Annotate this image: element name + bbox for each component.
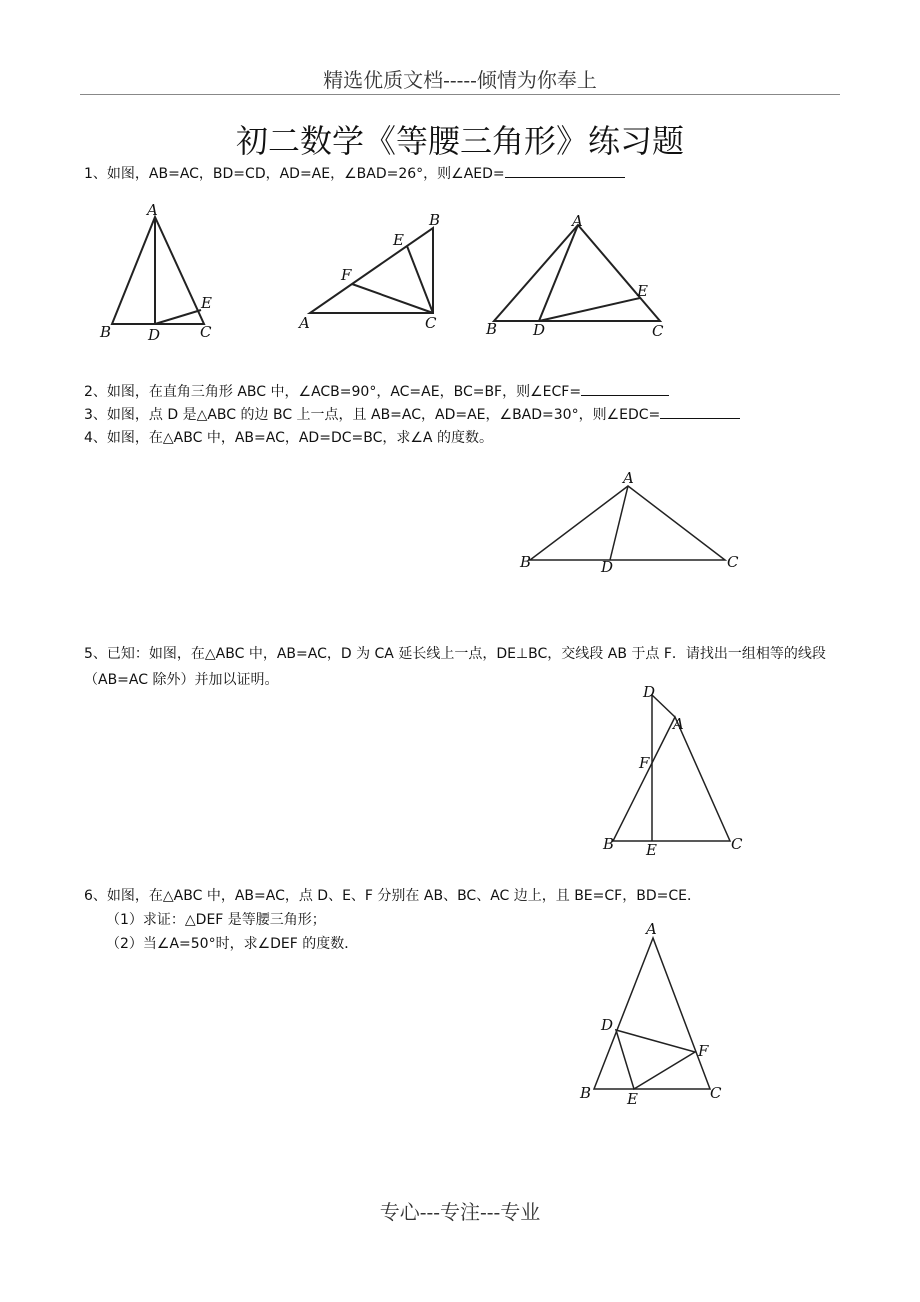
- label-d: D: [148, 326, 161, 344]
- label-d: D: [533, 321, 546, 339]
- figure-1c: [480, 210, 680, 345]
- label-b: B: [100, 323, 112, 341]
- label-b: B: [580, 1084, 592, 1102]
- label-a: A: [646, 920, 657, 938]
- question-5: 5、已知：如图，在△ABC 中，AB=AC，D 为 CA 延长线上一点，DE⊥BC，交线段 AB 于点 F．请找出一组相等的线段（AB=AC 除外）并加以证明。: [84, 646, 826, 688]
- segment-ad: [539, 225, 578, 321]
- label-d: D: [643, 683, 656, 701]
- label-e: E: [627, 1090, 638, 1108]
- question-6-part-2: （2）当∠A=50°时，求∠DEF 的度数．: [106, 936, 359, 952]
- question-3-text: 3、如图，点 D 是△ABC 的边 BC 上一点，且 AB=AC，AD=AE，∠BAD=30°，则∠EDC=: [84, 407, 661, 423]
- figure-1a: [100, 200, 220, 345]
- question-4: 4、如图，在△ABC 中，AB=AC，AD=DC=BC，求∠A 的度数。: [84, 430, 493, 446]
- triangle-abc: [613, 717, 730, 841]
- triangle-abc: [112, 217, 204, 324]
- label-c: C: [710, 1084, 722, 1102]
- label-d: D: [601, 558, 614, 576]
- question-1: [84, 163, 625, 184]
- label-a: A: [623, 469, 634, 487]
- figure-5: [595, 685, 750, 860]
- page-header: 精选优质文档-----倾情为你奉上: [323, 68, 597, 92]
- page-title: 初二数学《等腰三角形》练习题: [235, 122, 684, 160]
- label-b: B: [520, 553, 532, 571]
- label-a: A: [572, 212, 583, 230]
- label-b: B: [486, 320, 498, 338]
- question-2: [84, 381, 669, 402]
- question-6: 6、如图，在△ABC 中，AB=AC，点 D、E、F 分别在 AB、BC、AC 边上，且 BE=CF，BD=CE．: [84, 888, 701, 904]
- label-f: F: [698, 1042, 709, 1060]
- label-a: A: [147, 201, 158, 219]
- label-e: E: [646, 841, 657, 859]
- label-f: F: [639, 754, 650, 772]
- label-e: E: [201, 294, 212, 312]
- label-d: D: [601, 1016, 614, 1034]
- question-3: [84, 404, 740, 425]
- header-rule: [80, 94, 840, 95]
- answer-blank-3[interactable]: [660, 404, 740, 419]
- label-b: B: [429, 211, 441, 229]
- label-f: F: [341, 266, 352, 284]
- label-c: C: [425, 314, 437, 332]
- answer-blank-1[interactable]: [505, 163, 625, 178]
- triangle-abc: [494, 225, 660, 321]
- triangle-def: [616, 1030, 695, 1089]
- label-c: C: [727, 553, 739, 571]
- page-footer: 专心---专注---专业: [379, 1200, 541, 1224]
- label-e: E: [637, 282, 648, 300]
- figure-6: [570, 920, 730, 1110]
- segment-cf: [352, 284, 433, 313]
- label-a: A: [299, 314, 310, 332]
- label-c: C: [200, 323, 212, 341]
- segment-ce: [407, 246, 433, 313]
- segment-da: [652, 695, 675, 717]
- triangle-acb: [310, 228, 433, 313]
- question-1-text: 1、如图，AB=AC，BD=CD，AD=AE，∠BAD=26°，则∠AED=: [84, 166, 505, 182]
- label-c: C: [652, 322, 664, 340]
- figure-1b: [295, 205, 465, 340]
- segment-de: [155, 310, 201, 324]
- question-2-text: 2、如图，在直角三角形 ABC 中，∠ACB=90°，AC=AE，BC=BF，则∠ECF=: [84, 384, 582, 400]
- label-b: B: [603, 835, 615, 853]
- question-6-part-1: （1）求证：△DEF 是等腰三角形；: [106, 912, 326, 928]
- label-e: E: [393, 231, 404, 249]
- answer-blank-2[interactable]: [581, 381, 669, 396]
- label-c: C: [731, 835, 743, 853]
- triangle-abc: [594, 938, 710, 1089]
- triangle-abc: [530, 486, 725, 560]
- segment-de: [539, 298, 640, 321]
- figure-4: [515, 470, 745, 580]
- label-a: A: [673, 715, 684, 733]
